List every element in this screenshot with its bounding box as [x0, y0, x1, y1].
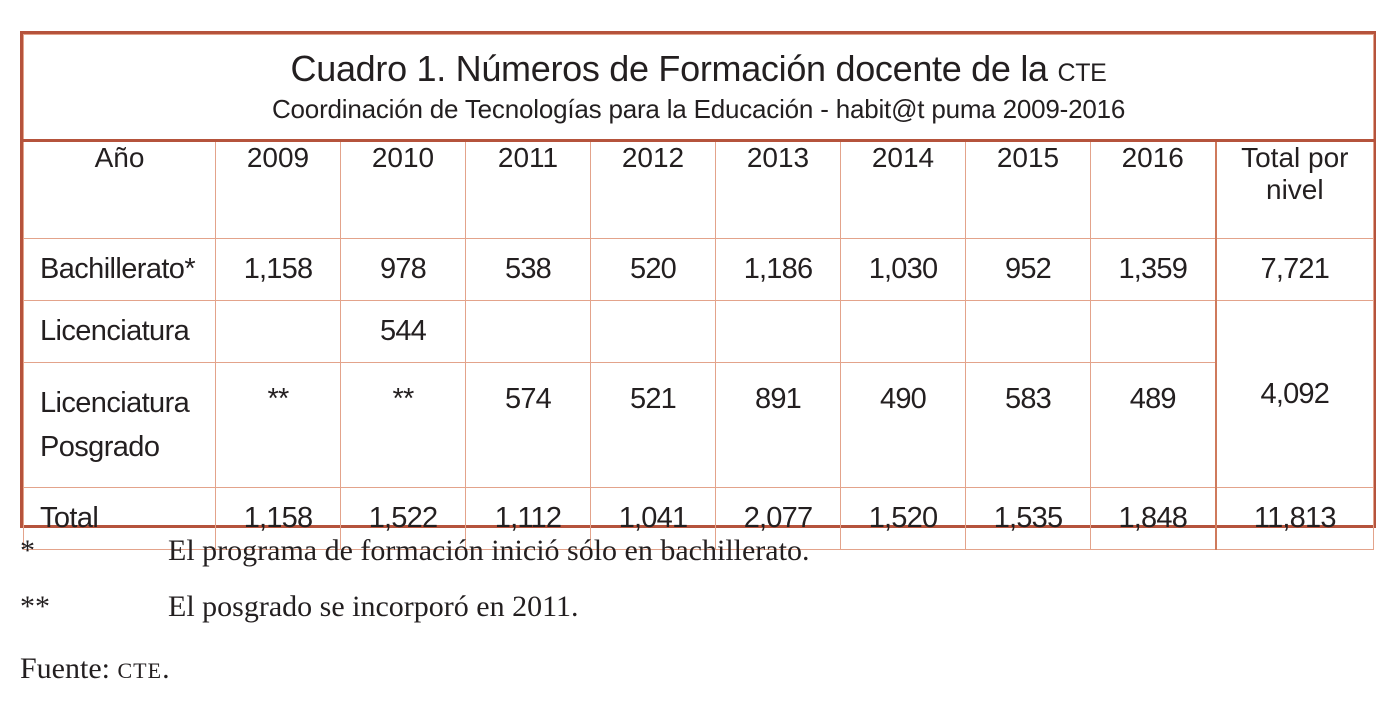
cell-licenciatura-total: 4,092 [1216, 301, 1374, 488]
header-year-2010: 2010 [341, 141, 466, 239]
row-label-licenciatura-posgrado-line1: Licenciatura [40, 387, 190, 419]
cell-lic-posgrado-2016: 489 [1091, 363, 1216, 488]
cell-licenciatura-2013 [716, 301, 841, 363]
header-year-2011: 2011 [466, 141, 591, 239]
table-title [24, 49, 1373, 93]
cell-licenciatura-2016 [1091, 301, 1216, 363]
cell-total-2009: 1,158 [216, 488, 341, 550]
row-label-total: Total [24, 488, 216, 550]
cell-licenciatura-2009 [216, 301, 341, 363]
cell-total-2016: 1,848 [1091, 488, 1216, 550]
cell-lic-posgrado-2010: ** [341, 363, 466, 488]
cell-bachillerato-2010: 978 [341, 239, 466, 301]
source-acronym: CTE [117, 658, 163, 683]
cell-lic-posgrado-2014: 490 [841, 363, 966, 488]
header-total-line1: Total por [1241, 142, 1349, 173]
row-label-licenciatura-posgrado [24, 363, 216, 488]
cell-total-2013: 2,077 [716, 488, 841, 550]
source-line [20, 652, 170, 686]
header-total-line2: nivel [1266, 174, 1324, 205]
row-label-licenciatura-posgrado-line2: Posgrado [40, 431, 160, 463]
footnote-2-text: El posgrado se incorporó en 2011. [168, 590, 579, 623]
table-title-main: Cuadro 1. Números de Formación docente de la [290, 48, 1048, 89]
cell-bachillerato-2013: 1,186 [716, 239, 841, 301]
header-year-2014: 2014 [841, 141, 966, 239]
header-year-2012: 2012 [591, 141, 716, 239]
cell-bachillerato-2015: 952 [966, 239, 1091, 301]
cell-total-2014: 1,520 [841, 488, 966, 550]
cell-bachillerato-2009: 1,158 [216, 239, 341, 301]
cell-licenciatura-2015 [966, 301, 1091, 363]
cell-total-2010: 1,522 [341, 488, 466, 550]
cell-total-2012: 1,041 [591, 488, 716, 550]
cell-total-2015: 1,535 [966, 488, 1091, 550]
cell-total-2011: 1,112 [466, 488, 591, 550]
cell-lic-posgrado-2013: 891 [716, 363, 841, 488]
cell-licenciatura-2012 [591, 301, 716, 363]
header-year-2015: 2015 [966, 141, 1091, 239]
footnote-2-mark: ** [20, 590, 50, 623]
row-label-licenciatura: Licenciatura [24, 301, 216, 363]
header-year-2016: 2016 [1091, 141, 1216, 239]
row-label-bachillerato: Bachillerato* [24, 239, 216, 301]
cell-licenciatura-2014 [841, 301, 966, 363]
cell-lic-posgrado-2009: ** [216, 363, 341, 488]
cell-licenciatura-2010: 544 [341, 301, 466, 363]
table-row-licenciatura [24, 301, 1374, 363]
header-row [24, 141, 1374, 239]
footnote-1-text: El programa de formación inició sólo en bachillerato. [168, 534, 810, 567]
table-title-acronym: CTE [1057, 59, 1107, 87]
table-row-licenciatura-posgrado [24, 363, 1374, 488]
table-subtitle: Coordinación de Tecnologías para la Educación - habit@t puma 2009-2016 [271, 94, 1126, 124]
cell-total-grand: 11,813 [1216, 488, 1374, 550]
cell-bachillerato-2012: 520 [591, 239, 716, 301]
source-end: . [162, 652, 170, 685]
footnote-1-mark: * [20, 534, 35, 567]
header-total-por-nivel [1216, 141, 1374, 239]
cell-bachillerato-2011: 538 [466, 239, 591, 301]
data-table [23, 34, 1374, 550]
cell-lic-posgrado-2011: 574 [466, 363, 591, 488]
header-year-2013: 2013 [716, 141, 841, 239]
table-title-cell [24, 35, 1374, 141]
cell-bachillerato-total: 7,721 [1216, 239, 1374, 301]
cell-bachillerato-2014: 1,030 [841, 239, 966, 301]
cell-bachillerato-2016: 1,359 [1091, 239, 1216, 301]
table-row-bachillerato [24, 239, 1374, 301]
header-year-label: Año [24, 141, 216, 239]
cell-lic-posgrado-2015: 583 [966, 363, 1091, 488]
header-year-2009: 2009 [216, 141, 341, 239]
cell-licenciatura-2011 [466, 301, 591, 363]
data-table-frame [20, 31, 1376, 534]
cell-lic-posgrado-2012: 521 [591, 363, 716, 488]
source-label: Fuente: [20, 652, 110, 685]
